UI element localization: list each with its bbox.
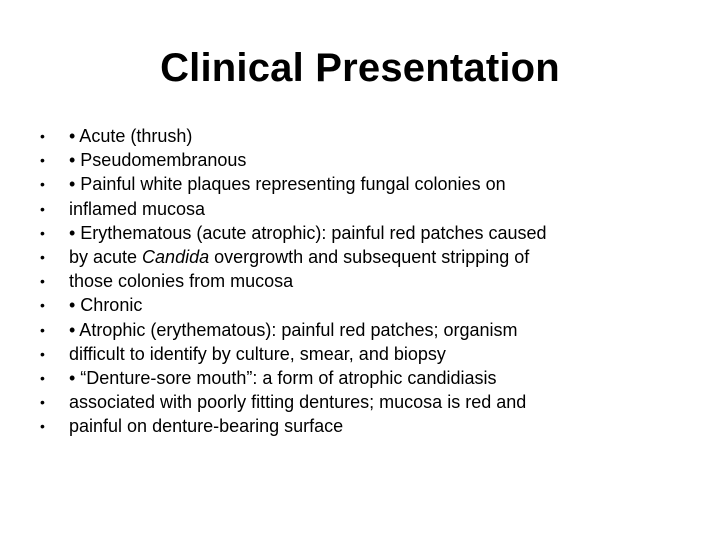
list-item (40, 390, 680, 414)
list-item-text-part: painful on denture-bearing surface (69, 416, 344, 437)
bullet-icon: • (40, 200, 45, 217)
bullet-icon: • (40, 176, 45, 193)
bullet-icon: • (40, 273, 45, 290)
list-item-text (69, 366, 496, 390)
list-item-text (69, 197, 205, 221)
list-item (40, 221, 680, 245)
list-item-text-part: those colonies from mucosa (69, 271, 294, 292)
list-item-text (69, 269, 293, 293)
list-item (40, 366, 680, 390)
bullet-icon: • (40, 321, 45, 338)
bullet-icon: • (40, 297, 45, 314)
bullet-icon: • (40, 224, 45, 241)
list-item-text-part: • Painful white plaques representing fungal colonies on (69, 174, 506, 195)
list-item-text (69, 342, 446, 366)
list-item-text-part: inflamed mucosa (69, 198, 206, 219)
bullet-icon: • (40, 369, 45, 386)
list-item (40, 124, 680, 148)
list-item-text-part: • Atrophic (erythematous): painful red patches; organism (69, 319, 518, 340)
list-item-text-part: • “Denture-sore mouth”: a form of atrophic candidiasis (69, 367, 497, 388)
list-item-text (69, 148, 246, 172)
list-item-text-part: • Erythematous (acute atrophic): painful red patches caused (69, 222, 547, 243)
list-item-text (69, 293, 142, 317)
list-item-text-part: • Pseudomembranous (69, 150, 247, 171)
list-item-text (69, 124, 192, 148)
bullet-icon: • (40, 418, 45, 435)
list-item-text (69, 390, 526, 414)
list-item-text (69, 221, 547, 245)
list-item-text-part: overgrowth and subsequent stripping of (209, 246, 530, 267)
list-item (40, 148, 680, 172)
list-item-text (69, 414, 343, 438)
list-item-text-part: • Chronic (69, 295, 143, 316)
slide-title: Clinical Presentation (160, 46, 560, 90)
list-item (40, 318, 680, 342)
list-item (40, 172, 680, 196)
bullet-icon: • (40, 248, 45, 265)
list-item-text (69, 172, 506, 196)
bullet-icon: • (40, 394, 45, 411)
bullet-icon: • (40, 128, 45, 144)
list-item (40, 342, 680, 366)
bullet-list (40, 124, 680, 438)
list-item (40, 245, 680, 269)
bullet-icon: • (40, 345, 45, 362)
bullet-icon: • (40, 152, 45, 169)
list-item-text-part: associated with poorly fitting dentures; mucosa is red and (69, 392, 527, 413)
list-item-text-part: by acute (69, 246, 143, 267)
list-item-text-part: • Acute (thrush) (69, 126, 193, 146)
list-item-text (69, 245, 529, 269)
list-item (40, 269, 680, 293)
list-item-text-part: difficult to identify by culture, smear, and biopsy (69, 343, 446, 364)
italic-term: Candida (142, 246, 210, 267)
list-item (40, 197, 680, 221)
list-item-text (69, 318, 518, 342)
list-item (40, 293, 680, 317)
list-item (40, 414, 680, 438)
